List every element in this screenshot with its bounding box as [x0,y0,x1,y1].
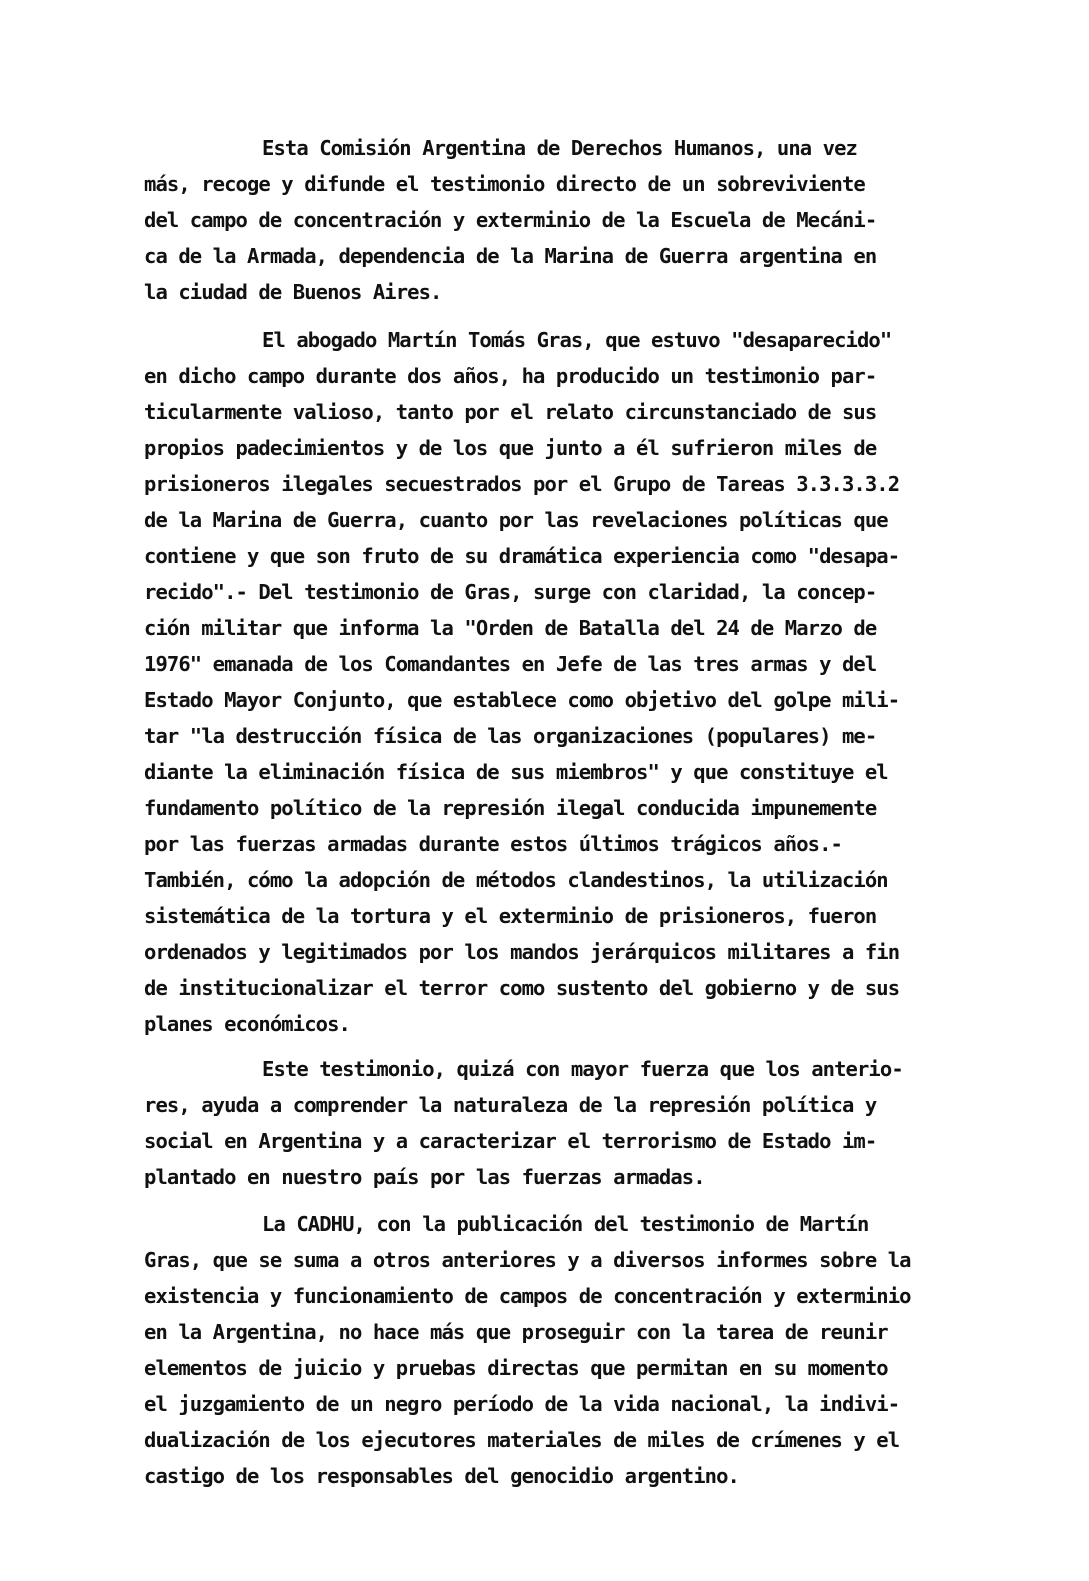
paragraph-2 [144,322,899,1042]
paragraph-3 [144,1051,903,1195]
text-line: en la Argentina, no hace más que proseguir con la tarea de reunir [144,1320,888,1344]
text-line: propios padecimientos y de los que junto a él sufrieron miles de [144,436,877,460]
text-line: planes económicos. [144,1012,350,1036]
paragraph-4 [144,1206,911,1494]
text-line: la ciudad de Buenos Aires. [144,280,442,304]
text-line: por las fuerzas armadas durante estos últimos trágicos años.- [144,832,842,856]
text-line: También, cómo la adopción de métodos clandestinos, la utilización [144,868,888,892]
text-line: Esta Comisión Argentina de Derechos Humanos, una vez [262,136,857,160]
text-line: ción militar que informa la "Orden de Batalla del 24 de Marzo de [144,616,877,640]
text-line: plantado en nuestro país por las fuerzas armadas. [144,1165,705,1189]
text-line: recido".- Del testimonio de Gras, surge con claridad, la concep- [144,580,877,604]
text-line: sistemática de la tortura y el exterminio de prisioneros, fueron [144,904,877,928]
text-line: contiene y que son fruto de su dramática experiencia como "desapa- [144,544,900,568]
text-line: diante la eliminación física de sus miembros" y que constituye el [144,760,888,784]
text-line: de institucionalizar el terror como sustento del gobierno y de sus [144,976,900,1000]
text-line: ticularmente valioso, tanto por el relato circunstanciado de sus [144,400,877,424]
text-line: elementos de juicio y pruebas directas que permitan en su momento [144,1356,888,1380]
text-line: 1976" emanada de los Comandantes en Jefe de las tres armas y del [144,652,877,676]
text-line: Estado Mayor Conjunto, que establece como objetivo del golpe mili- [144,688,900,712]
text-line: dualización de los ejecutores materiales de miles de crímenes y el [144,1428,900,1452]
text-line: el juzgamiento de un negro período de la vida nacional, la indivi- [144,1392,900,1416]
text-line: castigo de los responsables del genocidio argentino. [144,1464,739,1488]
text-line: en dicho campo durante dos años, ha producido un testimonio par- [144,364,877,388]
text-line: ordenados y legitimados por los mandos jerárquicos militares a fin [144,940,900,964]
text-line: res, ayuda a comprender la naturaleza de la represión política y [144,1093,877,1117]
text-line: Gras, que se suma a otros anteriores y a diversos informes sobre la [144,1248,911,1272]
text-line: prisioneros ilegales secuestrados por el Grupo de Tareas 3.3.3.3.2 [144,472,900,496]
text-line: existencia y funcionamiento de campos de concentración y exterminio [144,1284,911,1308]
text-line: Este testimonio, quizá con mayor fuerza que los anterio- [262,1057,903,1081]
text-line: más, recoge y difunde el testimonio directo de un sobreviviente [144,172,865,196]
text-line: del campo de concentración y exterminio de la Escuela de Mecáni- [144,208,877,232]
text-line: tar "la destrucción física de las organizaciones (populares) me- [144,724,877,748]
text-line: fundamento político de la represión ilegal conducida impunemente [144,796,877,820]
text-line: El abogado Martín Tomás Gras, que estuvo "desaparecido" [262,328,892,352]
paragraph-1 [144,130,876,310]
text-line: de la Marina de Guerra, cuanto por las revelaciones políticas que [144,508,888,532]
text-line: ca de la Armada, dependencia de la Marina de Guerra argentina en [144,244,877,268]
text-line: social en Argentina y a caracterizar el terrorismo de Estado im- [144,1129,877,1153]
text-line: La CADHU, con la publicación del testimonio de Martín [262,1212,869,1236]
